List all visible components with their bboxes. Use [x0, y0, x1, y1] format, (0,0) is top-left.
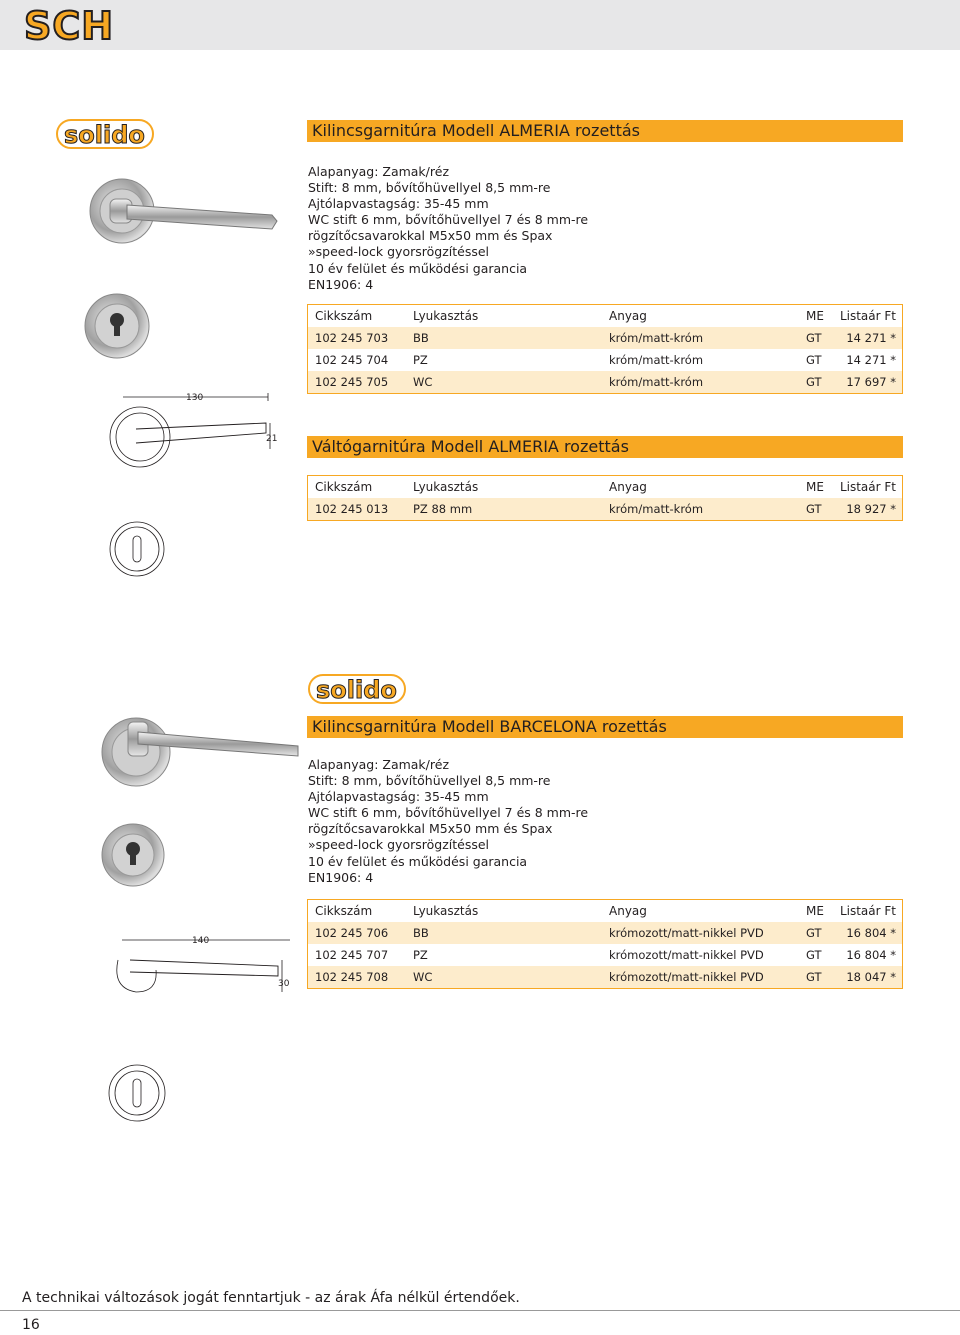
- section-title-bar: [307, 436, 903, 458]
- description-line: WC stift 6 mm, bővítőhüvellyel 7 és 8 mm-re: [308, 805, 589, 821]
- table-cell: 102 245 704: [315, 353, 389, 367]
- table-cell: króm/matt-króm: [609, 353, 704, 367]
- solido-brand-logo: [56, 118, 154, 154]
- table-row: [308, 944, 902, 966]
- svg-text:30: 30: [278, 979, 290, 989]
- table-cell: 102 245 707: [315, 948, 389, 962]
- section-title-bar: [307, 120, 903, 142]
- table-row: [308, 966, 902, 988]
- column-header: ME: [806, 309, 824, 323]
- table-cell: PZ: [413, 353, 428, 367]
- table-header-row: [308, 476, 902, 498]
- barcelona-handle-image: [98, 712, 303, 796]
- table-cell: PZ 88 mm: [413, 502, 473, 516]
- column-header: Lyukasztás: [413, 904, 479, 918]
- description-line: 10 év felület és működési garancia: [308, 260, 528, 276]
- description-line: Ajtólapvastagság: 35-45 mm: [308, 196, 489, 212]
- column-header: Listaár Ft: [839, 309, 896, 323]
- table-cell: 17 697 *: [846, 375, 896, 389]
- table-cell: 102 245 703: [315, 331, 389, 345]
- table-row: [308, 327, 902, 349]
- description-line: Stift: 8 mm, bővítőhüvellyel 8,5 mm-re: [308, 180, 551, 196]
- almeria-escutcheon-image: [83, 292, 151, 364]
- table-row: [308, 349, 902, 371]
- table-cell: krómozott/matt-nikkel PVD: [609, 970, 764, 984]
- column-header: Anyag: [609, 480, 647, 494]
- table-cell: BB: [413, 331, 429, 345]
- section-title-bar: [307, 716, 903, 738]
- description-line: rögzítőcsavarokkal M5x50 mm és Spax: [308, 821, 553, 837]
- price-table: [307, 475, 903, 521]
- column-header: Lyukasztás: [413, 480, 479, 494]
- product-description: [308, 757, 588, 886]
- page-number: 16: [22, 1317, 40, 1333]
- description-line: Ajtólapvastagság: 35-45 mm: [308, 789, 489, 805]
- table-cell: 102 245 013: [315, 502, 389, 516]
- table-header-row: [308, 900, 902, 922]
- table-row: [308, 498, 902, 520]
- table-row: [308, 371, 902, 393]
- description-line: EN1906: 4: [308, 276, 374, 292]
- table-cell: 14 271 *: [846, 353, 896, 367]
- barcelona-escutcheon-drawing: [106, 1062, 168, 1128]
- almeria-handle-image: [82, 175, 282, 259]
- svg-text:21: 21: [266, 434, 278, 444]
- table-cell: króm/matt-króm: [609, 375, 704, 389]
- table-cell: WC: [413, 970, 433, 984]
- table-header-row: [308, 305, 902, 327]
- column-header: Cikkszám: [315, 480, 373, 494]
- column-header: ME: [806, 480, 824, 494]
- table-cell: WC: [413, 375, 433, 389]
- svg-text:solido: solido: [64, 121, 145, 149]
- description-line: Alapanyag: Zamak/réz: [308, 164, 450, 179]
- description-line: Alapanyag: Zamak/réz: [308, 757, 450, 772]
- table-cell: króm/matt-króm: [609, 331, 704, 345]
- section-title: Kilincsgarnitúra Modell BARCELONA rozettás: [312, 717, 667, 736]
- product-description: [308, 164, 588, 293]
- footer-disclaimer: A technikai változások jogát fenntartjuk - az árak Áfa nélkül értendőek.: [22, 1290, 520, 1306]
- svg-text:SCH: SCH: [24, 4, 115, 45]
- description-line: »speed-lock gyorsrögzítéssel: [308, 244, 490, 260]
- description-line: »speed-lock gyorsrögzítéssel: [308, 837, 490, 853]
- section-title: Váltógarnitúra Modell ALMERIA rozettás: [312, 437, 629, 456]
- price-table: [307, 304, 903, 394]
- table-row: [308, 922, 902, 944]
- column-header: Listaár Ft: [839, 480, 896, 494]
- table-cell: 102 245 706: [315, 926, 389, 940]
- table-cell: 102 245 705: [315, 375, 389, 389]
- table-cell: GT: [806, 970, 822, 984]
- description-line: 10 év felület és működési garancia: [308, 853, 528, 869]
- column-header: Anyag: [609, 904, 647, 918]
- table-cell: GT: [806, 502, 822, 516]
- almeria-technical-drawing: [108, 385, 283, 474]
- table-cell: krómozott/matt-nikkel PVD: [609, 948, 764, 962]
- description-line: WC stift 6 mm, bővítőhüvellyel 7 és 8 mm-re: [308, 212, 589, 228]
- description-line: rögzítőcsavarokkal M5x50 mm és Spax: [308, 228, 553, 244]
- svg-text:140: 140: [192, 936, 210, 946]
- table-cell: GT: [806, 926, 822, 940]
- price-table: [307, 899, 903, 989]
- svg-text:solido: solido: [316, 676, 397, 704]
- table-cell: 16 804 *: [846, 926, 896, 940]
- table-cell: GT: [806, 353, 822, 367]
- column-header: Listaár Ft: [839, 904, 896, 918]
- svg-text:130: 130: [186, 393, 204, 403]
- description-line: EN1906: 4: [308, 869, 374, 885]
- column-header: Cikkszám: [315, 904, 373, 918]
- column-header: Anyag: [609, 309, 647, 323]
- table-cell: PZ: [413, 948, 428, 962]
- section-title: Kilincsgarnitúra Modell ALMERIA rozettás: [312, 121, 640, 140]
- barcelona-escutcheon-image: [100, 822, 166, 892]
- table-cell: 14 271 *: [846, 331, 896, 345]
- table-cell: BB: [413, 926, 429, 940]
- table-cell: 102 245 708: [315, 970, 389, 984]
- table-cell: 18 047 *: [846, 970, 896, 984]
- sch-logo: [22, 3, 146, 49]
- solido-brand-logo: [308, 673, 406, 709]
- description-line: Stift: 8 mm, bővítőhüvellyel 8,5 mm-re: [308, 773, 551, 789]
- column-header: Lyukasztás: [413, 309, 479, 323]
- table-cell: 18 927 *: [846, 502, 896, 516]
- table-cell: GT: [806, 331, 822, 345]
- column-header: ME: [806, 904, 824, 918]
- almeria-escutcheon-drawing: [108, 518, 166, 584]
- table-cell: 16 804 *: [846, 948, 896, 962]
- table-cell: GT: [806, 375, 822, 389]
- table-cell: krómozott/matt-nikkel PVD: [609, 926, 764, 940]
- column-header: Cikkszám: [315, 309, 373, 323]
- table-cell: GT: [806, 948, 822, 962]
- barcelona-technical-drawing: [100, 930, 295, 1004]
- footer-divider: [0, 1310, 960, 1311]
- table-cell: króm/matt-króm: [609, 502, 704, 516]
